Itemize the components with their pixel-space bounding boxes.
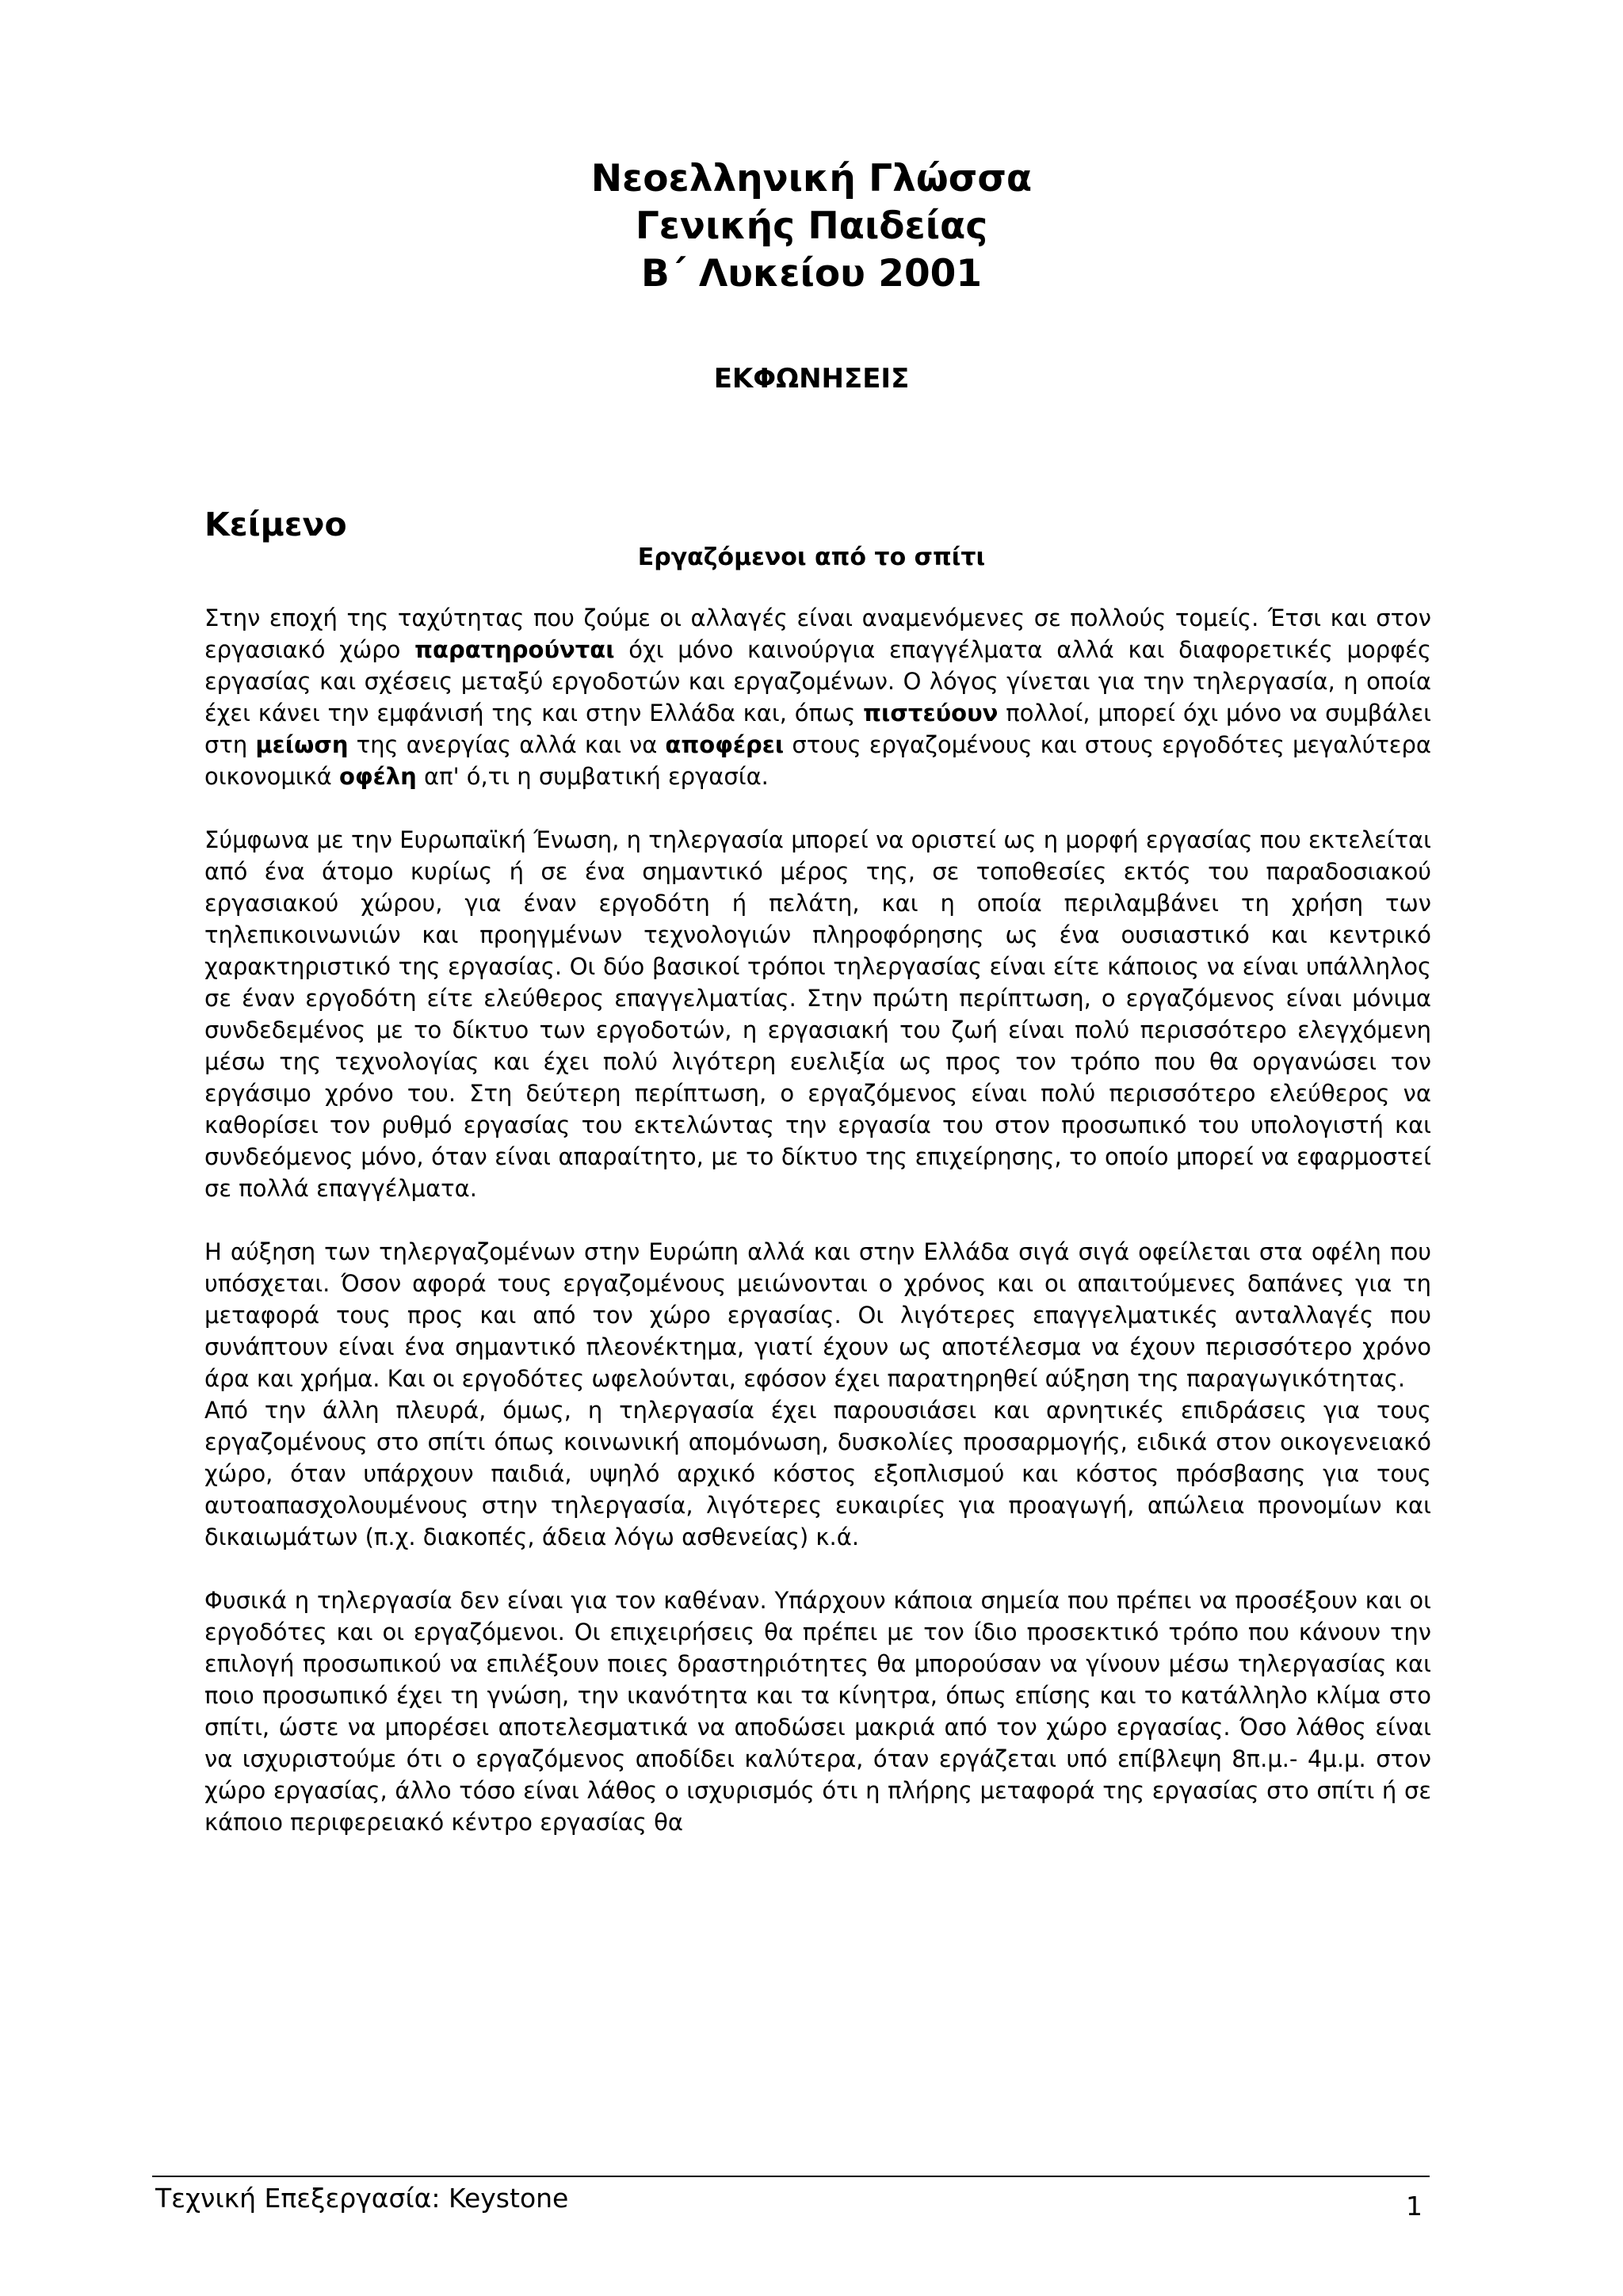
title-line: Β΄ Λυκείου 2001	[640, 252, 983, 296]
title-line: Νεοελληνική Γλώσσα	[590, 157, 1033, 200]
text-run: Φυσικά η τηλεργασία δεν είναι για τον καθέναν. Υπάρχουν κάποια σημεία που πρέπει να προσέξουν και οι εργοδότες και οι εργαζόμενοι. Οι επιχειρήσεις θα πρέπει με τον ίδιο προσεκτικό τρόπο που κάνουν την επιλογή προσωπικού να επιλέξουν ποιες δραστηριότητες θα μπορούσαν να γίνουν μέσω τηλεργασίας και ποιο προσωπικό έχει τη γνώση, την ικανότητα και τα κίνητρα, όπως επίσης και το κατάλληλο κλίμα στο σπίτι, ώστε να μπορέσει αποτελεσματικά να αποδώσει μακριά από τον χώρο εργασίας. Όσο λάθος είναι να ισχυριστούμε ότι ο εργαζόμενος αποδίδει καλύτερα, όταν εργάζεται υπό επίβλεψη 8π.μ.- 4μ.μ. στον χώρο εργασίας, άλλο τόσο είναι λάθος ο ισχυρισμός ότι η πλήρης μεταφορά της εργασίας στο σπίτι ή σε κάποιο περιφερειακό κέντρο εργασίας θα	[204, 1587, 1431, 1836]
page-number: 1	[1406, 2191, 1423, 2222]
text-run: Από την άλλη πλευρά, όμως, η τηλεργασία έχει παρουσιάσει και αρνητικές επιδράσεις για τους εργαζομένους στο σπίτι όπως κοινωνική απομόνωση, δυσκολίες προσαρμογής, ειδικά στον οικογενειακό χώρο, όταν υπάρχουν παιδιά, υψηλό αρχικό κόστος εξοπλισμού και κόστος πρόσβασης για τους αυτοαπασχολουμένους στην τηλεργασία, λιγότερες ευκαιρίες για προαγωγή, απώλεια προνομίων και δικαιωμάτων (π.χ. διακοπές, άδεια λόγω ασθενείας) κ.ά.	[204, 1397, 1431, 1550]
paragraph	[204, 602, 1431, 792]
text-run: της ανεργίας αλλά και να	[348, 731, 666, 758]
footer-divider	[152, 2176, 1430, 2177]
section-title: Κείμενο	[204, 505, 347, 543]
paragraph	[204, 824, 1431, 1204]
text-run: στους εργαζομένους και στους εργοδότες μεγαλύτερα οικονομικά	[204, 731, 1431, 790]
text-run: όχι μόνο καινούργια επαγγέλματα αλλά και διαφορετικές μορφές εργασίας και σχέσεις μεταξύ εργοδοτών και εργαζομένων. Ο λόγος γίνεται για την τηλεργασία, η οποία έχει κάνει την εμφάνισή της και στην Ελλάδα και, όπως	[204, 636, 1431, 727]
paragraph	[204, 1236, 1431, 1394]
emphasized-word: παρατηρούνται	[414, 636, 615, 663]
document-title	[0, 155, 1623, 298]
paragraph	[204, 1394, 1431, 1553]
text-run: πολλοί, μπορεί όχι μόνο να συμβάλει στη	[204, 700, 1431, 758]
emphasized-word: οφέλη	[339, 763, 417, 790]
footer-text: Τεχνική Επεξεργασία: Keystone	[155, 2183, 569, 2214]
title-line: Γενικής Παιδείας	[635, 204, 988, 248]
exam-heading: ΕΚΦΩΝΗΣΕΙΣ	[713, 363, 910, 395]
emphasized-word: πιστεύουν	[863, 700, 999, 727]
text-run: Η αύξηση των τηλεργαζομένων στην Ευρώπη αλλά και στην Ελλάδα σιγά σιγά οφείλεται στα οφέλη που υπόσχεται. Όσον αφορά τους εργαζομένους μειώνονται ο χρόνος και οι απαιτούμενες δαπάνες για τη μεταφορά τους προς και από τον χώρο εργασίας. Οι λιγότερες επαγγελματικές ανταλλαγές που συνάπτουν είναι ένα σημαντικό πλεονέκτημα, γιατί έχουν ως αποτέλεσμα να έχουν περισσότερο χρόνο άρα και χρήμα. Και οι εργοδότες ωφελούνται, εφόσον έχει παρατηρηθεί αύξηση της παραγωγικότητας.	[204, 1238, 1431, 1392]
text-run: Στην εποχή της ταχύτητας που ζούμε οι αλλαγές είναι αναμενόμενες σε πολλούς τομείς. Έτσι και στον εργασιακό χώρο	[204, 605, 1431, 663]
emphasized-word: αποφέρει	[665, 731, 785, 758]
text-run: Σύμφωνα με την Ευρωπαϊκή Ένωση, η τηλεργασία μπορεί να οριστεί ως η μορφή εργασίας που εκτελείται από ένα άτομο κυρίως ή σε ένα σημαντικό μέρος της, σε τοποθεσίες εκτός του παραδοσιακού εργασιακού χώρου, για έναν εργοδότη ή πελάτη, και η οποία περιλαμβάνει τη χρήση των τηλεπικοινωνιών και προηγμένων τεχνολογιών πληροφόρησης ως ένα ουσιαστικό και κεντρικό χαρακτηριστικό της εργασίας. Οι δύο βασικοί τρόποι τηλεργασίας είναι είτε κάποιος να είναι υπάλληλος σε έναν εργοδότη είτε ελεύθερος επαγγελματίας. Στην πρώτη περίπτωση, ο εργαζόμενος είναι μόνιμα συνδεδεμένος με το δίκτυο των εργοδοτών, η εργασιακή του ζωή είναι πολύ περισσότερο ελεγχόμενη μέσω της τεχνολογίας και έχει πολύ λιγότερη ευελιξία ως προς τον τρόπο που θα οργανώσει τον εργάσιμο χρόνο του. Στη δεύτερη περίπτωση, ο εργαζόμενος είναι πολύ περισσότερο ελεύθερος να καθορίσει τον ρυθμό εργασίας του εκτελώντας την εργασία του στον προσωπικό του υπολογιστή και συνδεόμενος μόνο, όταν είναι απαραίτητο, με το δίκτυο της επιχείρησης, το οποίο μπορεί να εφαρμοστεί σε πολλά επαγγέλματα.	[204, 826, 1431, 1202]
paragraph	[204, 1585, 1431, 1838]
text-run: απ' ό,τι η συμβατική εργασία.	[416, 763, 769, 790]
body-text	[204, 602, 1431, 1838]
emphasized-word: μείωση	[255, 731, 349, 758]
text-title: Εργαζόμενοι από το σπίτι	[637, 543, 986, 571]
